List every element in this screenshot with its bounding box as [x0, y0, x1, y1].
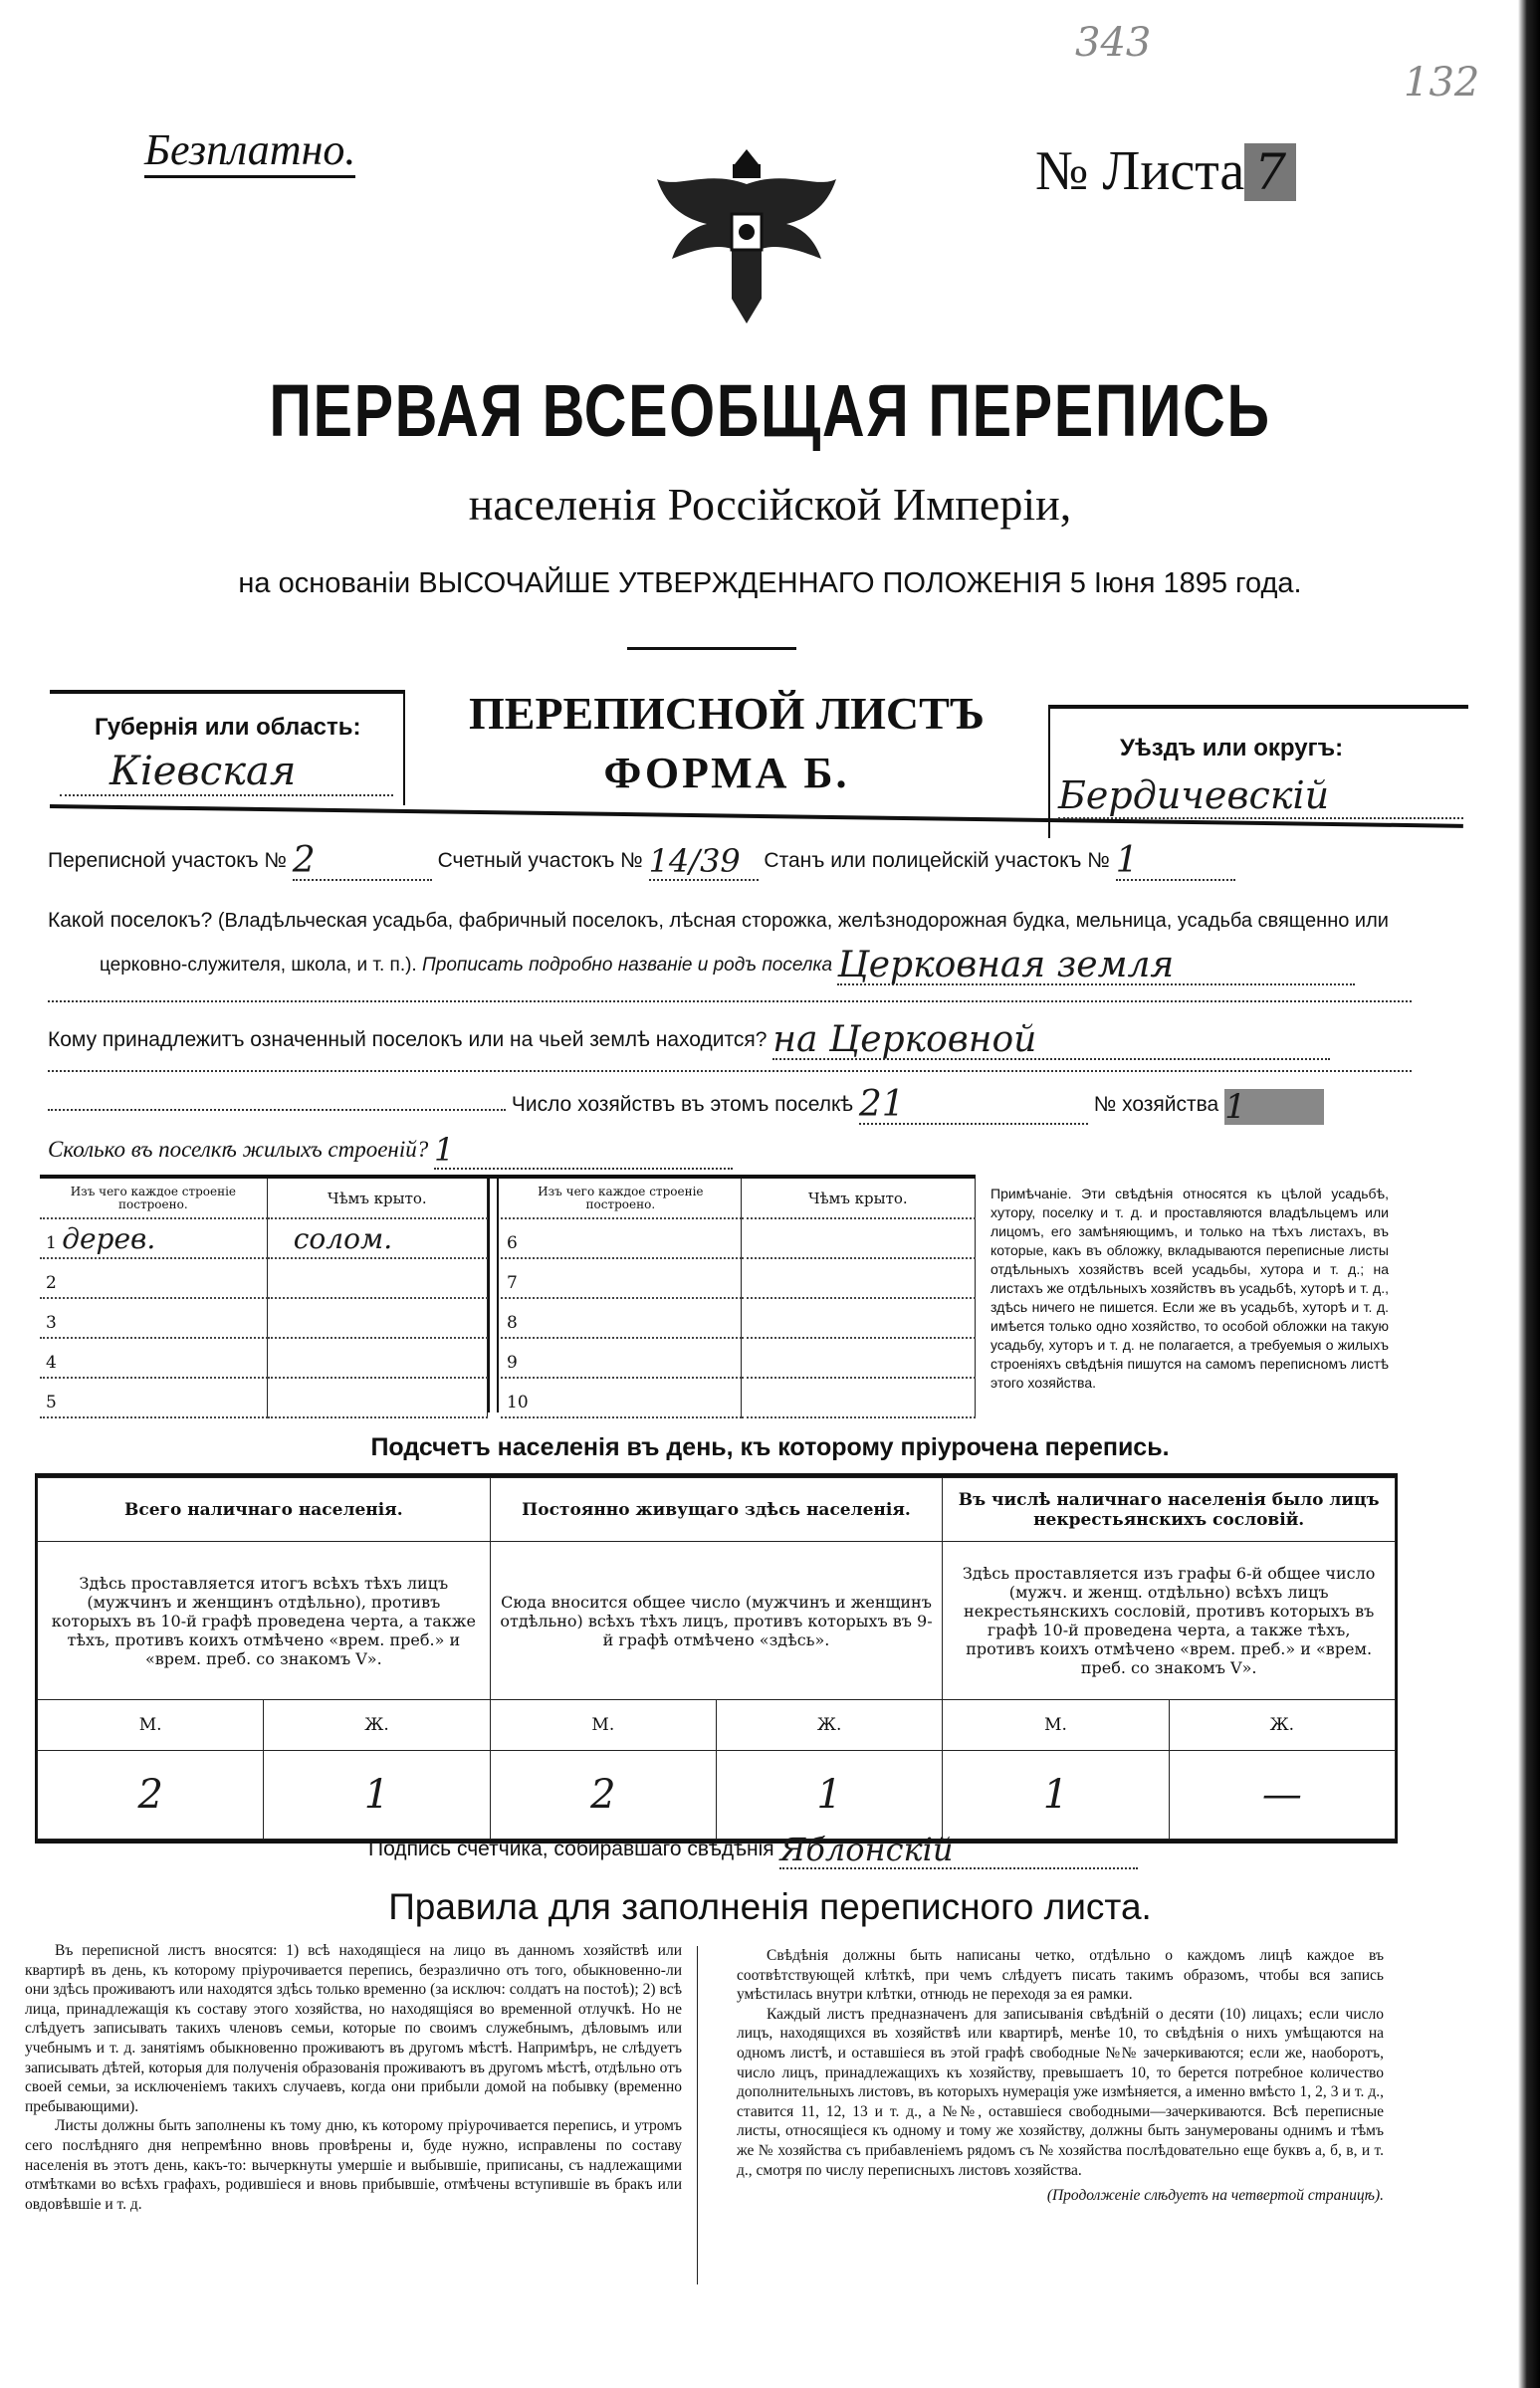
col-roof-header: Чѣмъ крыто. [741, 1179, 975, 1218]
form-name: ФОРМА Б. [603, 749, 850, 797]
households-label: Число хозяйствъ въ этомъ поселкѣ [511, 1093, 854, 1116]
building-row [40, 1298, 488, 1338]
rules-paragraph: Каждый листъ предназначенъ для записыванія свѣдѣній о десяти (10) лицахъ; если число лицъ, находящихся въ хозяйствѣ или квартирѣ, менѣе 10, то свѣдѣнія о нихъ умѣщаются на одномъ листѣ, и оставшіеся въ этой графѣ свободные №№ зачеркиваются; если же, наоборотъ, число лицъ, принадлежащихъ къ хозяйству, превышаетъ 10, то берется потребное количество дополнительныхъ листовъ, въ которыхъ нумерація уже измѣняется, а именно вмѣсто 1, 2, 3 и т. д., ставится 11, 12, 13 и т. д., а №№, оставшіеся свободными—зачеркиваются. Всѣ переписные листы, относящіеся къ одному и тому же хозяйству, должны быть занумерованы однимъ и тѣмъ же № хозяйства съ прибавленіемъ рядомъ съ № хозяйства послѣдовательно еще буквъ а, б, в, и т. д., смотря по числу переписныхъ листовъ хозяйства. [737, 2005, 1384, 2179]
count-col-title: Всего наличнаго населенія. [38, 1478, 491, 1542]
sheet-number-value: 7 [1244, 143, 1296, 201]
row-number: 1 [46, 1232, 57, 1253]
count-col-title: Въ числѣ наличнаго населенія было лицъ некрестьянскихъ сословій. [943, 1478, 1396, 1542]
building-row [501, 1338, 976, 1378]
settlement-hint-2: церковно-служителя, школа, и т. п.). [100, 955, 417, 976]
buildings-field[interactable]: 1 [434, 1132, 733, 1170]
district-row [48, 841, 1235, 881]
roof-value [748, 1342, 768, 1375]
rules-paragraph: Въ переписной листъ вносятся: 1) всѣ находящіеся на лицо въ данномъ хозяйствѣ или квартирѣ въ день, къ которому пріурочивается перепись, безразлично отъ того, обыкновенно-ли они здѣсь проживаютъ или находятся здѣсь только временно (за исключ: солдатъ на постоѣ); 2) всѣ лица, принадлежащія къ составу этого хозяйства, но находящіяся во временной отлучкѣ. Но не слѣдуетъ записывать такихъ членовъ семьи, которые по своимъ служебнымъ, дѣловымъ или учебнымъ и т. д. занятіямъ обыкновенно проживаютъ въ другомъ мѣстѣ. Напримѣръ, не слѣдуетъ записывать дѣтей, которыя для полученія образованія проживаютъ въ другомъ мѣстѣ, отдѣльно отъ своей семьи, за исключеніемъ такихъ случаевъ, когда они прибыли домой на побывку (временно пребывающими). [25, 1942, 682, 2115]
scan-edge [1518, 0, 1540, 2388]
settlement-label: Какой поселокъ? [48, 909, 213, 932]
counting-district-field[interactable]: 14/39 [649, 843, 759, 881]
row-number: 2 [46, 1272, 57, 1293]
male-count[interactable]: 2 [490, 1751, 716, 1840]
sheet-number-label: № Листа [1035, 140, 1245, 202]
form-title-block [403, 687, 1050, 798]
settlement-field[interactable]: Церковная земля [837, 948, 1355, 985]
roof-cell[interactable] [267, 1298, 487, 1338]
male-count[interactable]: 2 [38, 1751, 264, 1840]
roof-cell[interactable] [741, 1258, 975, 1298]
roof-value [748, 1222, 768, 1255]
rules-left-column [25, 1941, 682, 2214]
row-number: 9 [507, 1352, 518, 1373]
households-field[interactable]: 21 [859, 1087, 1088, 1125]
count-table [35, 1473, 1398, 1844]
signature-label: Подпись счетчика, собиравшаго свѣдѣнія [368, 1838, 774, 1860]
buildings-table [40, 1175, 976, 1412]
material-cell[interactable] [40, 1338, 267, 1378]
uezd-field[interactable]: Бердичевскій [1058, 773, 1463, 819]
rules-paragraph: Свѣдѣнія должны быть написаны четко, отдѣльно о каждомъ лицѣ каждое въ соотвѣтствующей клѣткѣ, при чемъ слѣдуетъ писать такимъ образомъ, чтобы вся запись умѣстилась внутри клѣтки, отнюдь не переходя за ея рамки. [737, 1947, 1384, 2004]
roof-value [274, 1302, 294, 1335]
female-count[interactable]: 1 [716, 1751, 942, 1840]
roof-cell[interactable] [741, 1378, 975, 1417]
uezd-box [1048, 705, 1468, 838]
col-roof-header: Чѣмъ крыто. [267, 1179, 487, 1218]
roof-value: солом. [293, 1221, 393, 1255]
material-cell[interactable] [501, 1378, 741, 1417]
female-count[interactable]: — [1169, 1751, 1395, 1840]
signature-field[interactable]: Яблонскій [779, 1832, 1138, 1869]
material-cell[interactable] [40, 1298, 267, 1338]
building-row [40, 1218, 488, 1258]
census-district-field[interactable]: 2 [293, 843, 432, 881]
material-cell[interactable] [501, 1298, 741, 1338]
roof-cell[interactable] [741, 1298, 975, 1338]
blank-line [48, 1000, 1412, 1002]
count-col-desc: Здѣсь проставляется итогъ всѣхъ тѣхъ лицъ (мужчинъ и женщинъ отдѣльно), противъ которыхъ въ 10-й графѣ проведена черта, а также тѣхъ, противъ коихъ отмѣчено «врем. преб.» и «врем. преб. со знакомъ V». [38, 1542, 491, 1700]
material-value: дерев. [62, 1221, 156, 1255]
households-row [48, 1085, 1324, 1125]
col-material-header: Изъ чего каждое строеніе построено. [501, 1179, 741, 1218]
col-material-header: Изъ чего каждое строеніе построено. [40, 1179, 267, 1218]
settlement-row-2 [100, 946, 1355, 985]
material-cell[interactable] [501, 1218, 741, 1258]
household-no-field[interactable]: 1 [1224, 1089, 1324, 1125]
roof-value [748, 1302, 768, 1335]
row-number: 10 [507, 1392, 529, 1412]
row-number: 3 [46, 1312, 57, 1333]
material-cell[interactable] [40, 1218, 267, 1258]
roof-value [274, 1382, 294, 1414]
roof-cell[interactable] [741, 1218, 975, 1258]
gubernia-box [50, 690, 405, 805]
roof-cell[interactable] [267, 1258, 487, 1298]
material-cell[interactable] [501, 1258, 741, 1298]
owner-row [48, 1020, 1330, 1060]
signature-row [368, 1830, 1138, 1869]
form-title: ПЕРЕПИСНОЙ ЛИСТЪ [468, 688, 986, 739]
gubernia-label: Губернія или область: [95, 714, 361, 741]
buildings-label: Сколько въ поселкѣ жилыхъ строеній? [48, 1137, 429, 1162]
owner-label: Кому принадлежитъ означенный поселокъ или на чьей землѣ находится? [48, 1028, 768, 1051]
column-divider [697, 1946, 698, 2284]
roof-value [274, 1342, 294, 1375]
male-count[interactable]: 1 [943, 1751, 1169, 1840]
female-header: Ж. [264, 1700, 490, 1751]
corner-mark: 132 [1404, 60, 1480, 106]
building-row [40, 1378, 488, 1417]
row-number: 4 [46, 1352, 57, 1373]
sheet-number [1035, 139, 1296, 203]
settlement-row [48, 901, 1389, 941]
rules-heading: Правила для заполненія переписного листа. [388, 1886, 1152, 1927]
roof-value [274, 1262, 294, 1295]
roof-cell[interactable] [267, 1218, 487, 1258]
household-no-label: № хозяйства [1093, 1093, 1219, 1116]
female-count[interactable]: 1 [264, 1751, 490, 1840]
census-district-label: Переписной участокъ № [48, 849, 287, 872]
roof-cell[interactable] [267, 1338, 487, 1378]
buildings-note: Примѣчаніе. Эти свѣдѣнія относятся къ цѣлой усадьбѣ, хутору, поселку и т. д. и проставляются владѣльцемъ или лицомъ, его замѣняющимъ, и только на тѣхъ листахъ, въ которые, какъ въ обложку, вкладываются переписные листы отдѣльныхъ хозяйствъ всей усадьбы, хутора и т. д.; на листахъ же отдѣльныхъ хозяйствъ въ усадьбѣ, хуторѣ и т. д., здѣсь ничего не пишется. Если же въ усадьбѣ, хуторѣ и т. д. имѣется только одно хозяйство, то особой обложки на такую усадьбу, хуторъ и т. д. не полагается, а требуемыя о жилыхъ строеніяхъ свѣдѣнія пишутся на самомъ переписномъ листѣ этого хозяйства. [990, 1186, 1389, 1391]
corner-mark: 343 [1075, 20, 1152, 66]
material-cell[interactable] [40, 1378, 267, 1417]
rules-right-column [737, 1946, 1384, 2206]
building-row [501, 1218, 976, 1258]
page-title: ПЕРВАЯ ВСЕОБЩАЯ ПЕРЕПИСЬ [269, 369, 1271, 452]
stan-label: Станъ или полицейскій участокъ № [764, 849, 1110, 872]
material-cell[interactable] [501, 1338, 741, 1378]
settlement-hint: (Владѣльческая усадьба, фабричный поселокъ, лѣсная сторожка, желѣзнодорожная будка, мельница, усадьба священно или [217, 910, 1389, 932]
free-label: Безплатно. [144, 124, 355, 178]
female-header: Ж. [1169, 1700, 1395, 1751]
row-number: 8 [507, 1312, 518, 1333]
continued-note: (Продолженіе слѣдуетъ на четвертой страницѣ). [1046, 2187, 1384, 2205]
settlement-instruction: Прописать подробно названіе и родъ поселка [422, 955, 833, 976]
material-cell[interactable] [40, 1258, 267, 1298]
male-header: М. [943, 1700, 1169, 1751]
divider [627, 647, 796, 650]
building-row [501, 1258, 976, 1298]
roof-value [748, 1262, 768, 1295]
count-col-desc: Сюда вносится общее число (мужчинъ и женщинъ отдѣльно) всѣхъ тѣхъ лицъ, противъ которыхъ въ 9-й графѣ отмѣчено «здѣсь». [490, 1542, 943, 1700]
uezd-label: Уѣздъ или округъ: [1120, 735, 1344, 761]
basis-line: на основаніи ВЫСОЧАЙШЕ УТВЕРЖДЕННАГО ПОЛОЖЕНІЯ 5 Іюня 1895 года. [238, 567, 1302, 599]
building-row [501, 1298, 976, 1338]
roof-cell[interactable] [267, 1378, 487, 1417]
row-number: 7 [507, 1272, 518, 1293]
building-row [501, 1378, 976, 1417]
roof-cell[interactable] [741, 1338, 975, 1378]
buildings-row [48, 1130, 733, 1170]
male-header: М. [38, 1700, 264, 1751]
owner-field[interactable]: на Церковной [772, 1022, 1330, 1060]
roof-value [748, 1382, 768, 1414]
gubernia-field[interactable]: Кіевская [60, 749, 393, 796]
female-header: Ж. [716, 1700, 942, 1751]
count-heading: Подсчетъ населенія въ день, къ которому пріурочена перепись. [370, 1433, 1170, 1461]
row-number: 5 [46, 1392, 57, 1412]
count-col-title: Постоянно живущаго здѣсь населенія. [490, 1478, 943, 1542]
imperial-eagle-emblem [647, 129, 846, 328]
page-subtitle: населенія Россійской Имперіи, [468, 479, 1072, 530]
counting-district-label: Счетный участокъ № [437, 849, 643, 872]
count-col-desc: Здѣсь проставляется изъ графы 6-й общее число (мужч. и женщ. отдѣльно) всѣхъ лицъ некрестьянскихъ сословій, противъ которыхъ въ графѣ 10-й проведена черта, а также тѣхъ, противъ коихъ отмѣчено «врем. преб.» и «врем. преб. со знакомъ V». [943, 1542, 1396, 1700]
male-header: М. [490, 1700, 716, 1751]
row-number: 6 [507, 1232, 518, 1253]
stan-field[interactable]: 1 [1116, 843, 1235, 881]
building-row [40, 1338, 488, 1378]
building-row [40, 1258, 488, 1298]
blank-line [48, 1070, 1412, 1072]
rules-paragraph: Листы должны быть заполнены къ тому дню, къ которому пріурочивается перепись, и утромъ сего послѣдняго дня непремѣнно вновь провѣрены и, буде нужно, исправлены по составу населенія въ этотъ день, какъ-то: вычеркнуты умершіе и выбывшіе, приписаны, съ надлежащими отмѣтками во всѣхъ графахъ, родившіеся и вновь прибывшіе, отмѣчены вступившіе въ бракъ или овдовѣвшіе и т. д. [25, 2117, 682, 2213]
